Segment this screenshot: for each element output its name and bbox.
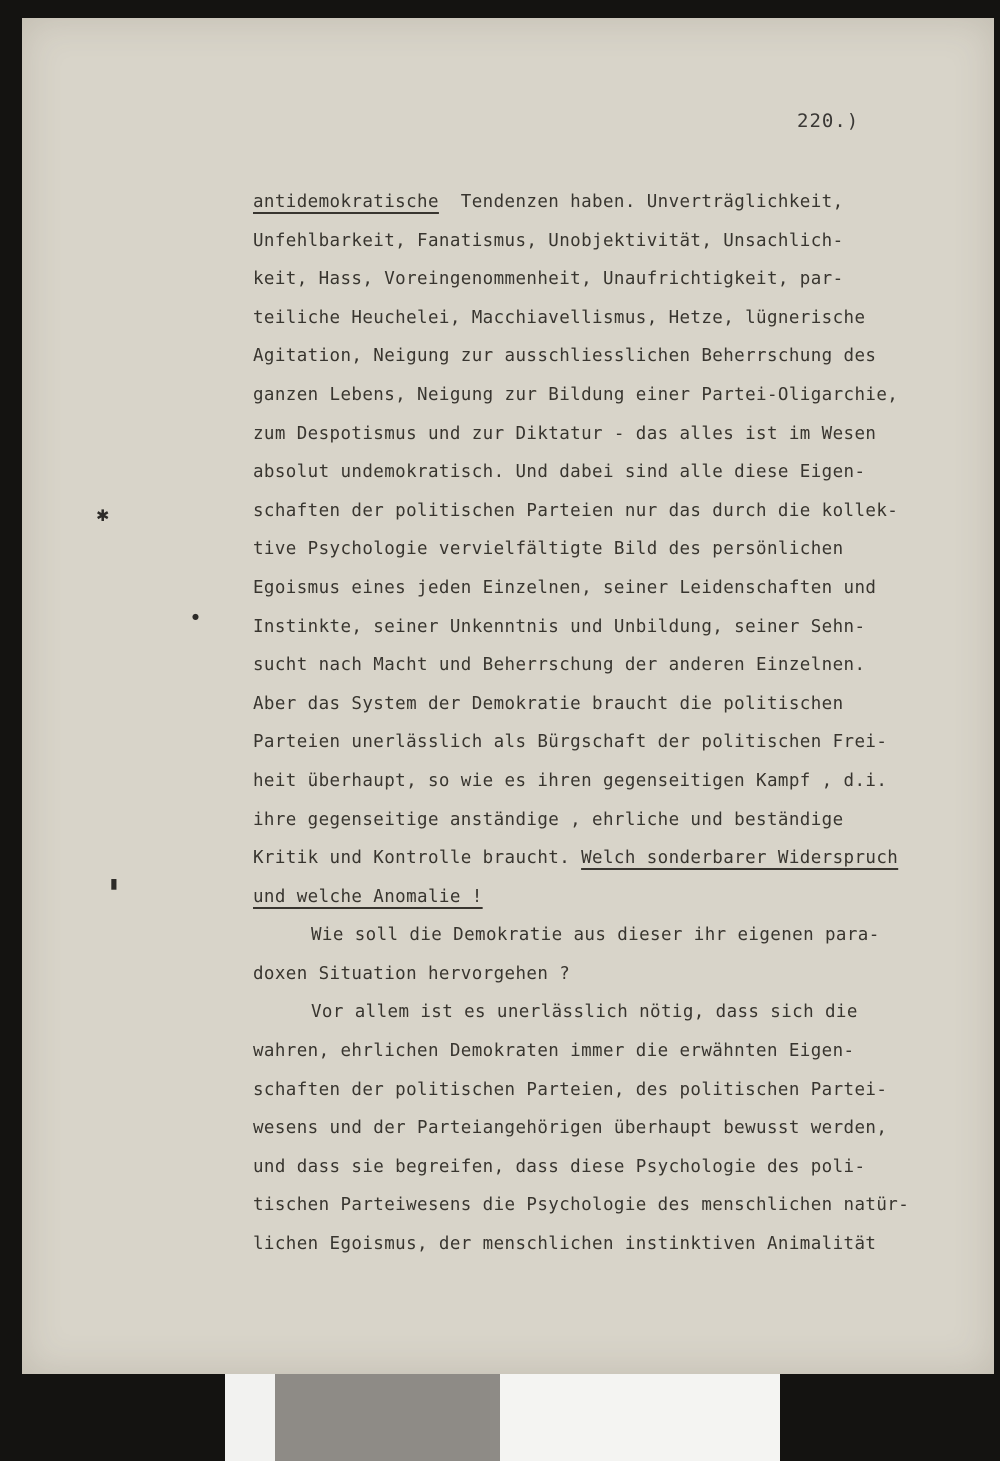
text-line (253, 299, 973, 338)
text-line (253, 1071, 973, 1110)
text-run: lichen Egoismus, der menschlichen instinktiven Animalität (253, 1234, 877, 1255)
text-line (253, 569, 973, 608)
text-run: heit überhaupt, so wie es ihren gegenseitigen Kampf , d.i. (253, 770, 888, 791)
text-run: tischen Parteiwesens die Psychologie des menschlichen natür- (253, 1195, 910, 1216)
text-run: Aber das System der Demokratie braucht die politischen (253, 693, 844, 714)
text-run: ihre gegenseitige anständige , ehrliche und beständige (253, 809, 844, 830)
text-run: Unfehlbarkeit, Fanatismus, Unobjektivität, Unsachlich- (253, 230, 844, 251)
text-line (253, 376, 973, 415)
text-line (253, 878, 973, 917)
text-line (253, 492, 973, 531)
text-run: Kritik und Kontrolle braucht. (253, 848, 582, 869)
underlined-text: und welche Anomalie ! (253, 886, 483, 907)
margin-hole-mark: ✱ (96, 506, 110, 525)
text-run: schaften der politischen Parteien, des politischen Partei- (253, 1079, 888, 1100)
text-line (253, 530, 973, 569)
text-line (253, 608, 973, 647)
text-run: und dass sie begreifen, dass diese Psychologie des poli- (253, 1156, 866, 1177)
text-line (253, 260, 973, 299)
text-run: Parteien unerlässlich als Bürgschaft der politischen Frei- (253, 732, 888, 753)
text-line (253, 1225, 973, 1264)
text-run: sucht nach Macht und Beherrschung der anderen Einzelnen. (253, 655, 866, 676)
text-line (253, 993, 973, 1032)
text-line (253, 646, 973, 685)
text-run: Vor allem ist es unerlässlich nötig, dass sich die (311, 1002, 858, 1023)
text-run: wesens und der Parteiangehörigen überhaupt bewusst werden, (253, 1118, 888, 1139)
text-line (253, 337, 973, 376)
text-run: Agitation, Neigung zur ausschliesslichen Beherrschung des (253, 346, 877, 367)
text-run: zum Despotismus und zur Diktatur - das alles ist im Wesen (253, 423, 877, 444)
text-run: wahren, ehrlichen Demokraten immer die erwähnten Eigen- (253, 1041, 855, 1062)
text-line (253, 1148, 973, 1187)
text-line (253, 1186, 973, 1225)
text-line (253, 1032, 973, 1071)
underlined-text: Welch sonderbarer Widerspruch (581, 848, 899, 869)
text-line (253, 839, 973, 878)
page-number: 220.) (797, 110, 860, 132)
text-line (253, 801, 973, 840)
text-run: Instinkte, seiner Unkenntnis und Unbildung, seiner Sehn- (253, 616, 866, 637)
margin-dot-mark: ● (192, 612, 199, 621)
text-line (253, 916, 973, 955)
text-run: teiliche Heuchelei, Macchiavellismus, Hetze, lügnerische (253, 307, 866, 328)
text-line (253, 222, 973, 261)
text-line (253, 685, 973, 724)
text-line (253, 955, 973, 994)
typewritten-text (253, 183, 973, 1264)
text-run: tive Psychologie vervielfältigte Bild des persönlichen (253, 539, 844, 560)
scan-calibration-white (225, 1374, 275, 1461)
text-run: keit, Hass, Voreingenommenheit, Unaufrichtigkeit, par- (253, 269, 844, 290)
text-run: absolut undemokratisch. Und dabei sind alle diese Eigen- (253, 462, 866, 483)
text-line (253, 415, 973, 454)
text-run: Egoismus eines jeden Einzelnen, seiner Leidenschaften und (253, 577, 877, 598)
underlined-text: antidemokratische (253, 192, 439, 212)
text-run: Tendenzen haben. Unverträglichkeit, (438, 192, 844, 212)
text-run: Wie soll die Demokratie aus dieser ihr eigenen para- (311, 925, 880, 946)
text-line (253, 762, 973, 801)
text-line (253, 453, 973, 492)
text-run: doxen Situation hervorgehen ? (253, 963, 571, 984)
scan-calibration-white (500, 1374, 780, 1461)
text-run: ganzen Lebens, Neigung zur Bildung einer Partei-Oligarchie, (253, 384, 899, 405)
text-line (253, 723, 973, 762)
text-run: schaften der politischen Parteien nur das durch die kollek- (253, 500, 899, 521)
text-line (253, 1109, 973, 1148)
scan-calibration-grey (275, 1374, 500, 1461)
text-line (253, 183, 973, 222)
margin-hole-mark: ▮ (110, 876, 118, 892)
